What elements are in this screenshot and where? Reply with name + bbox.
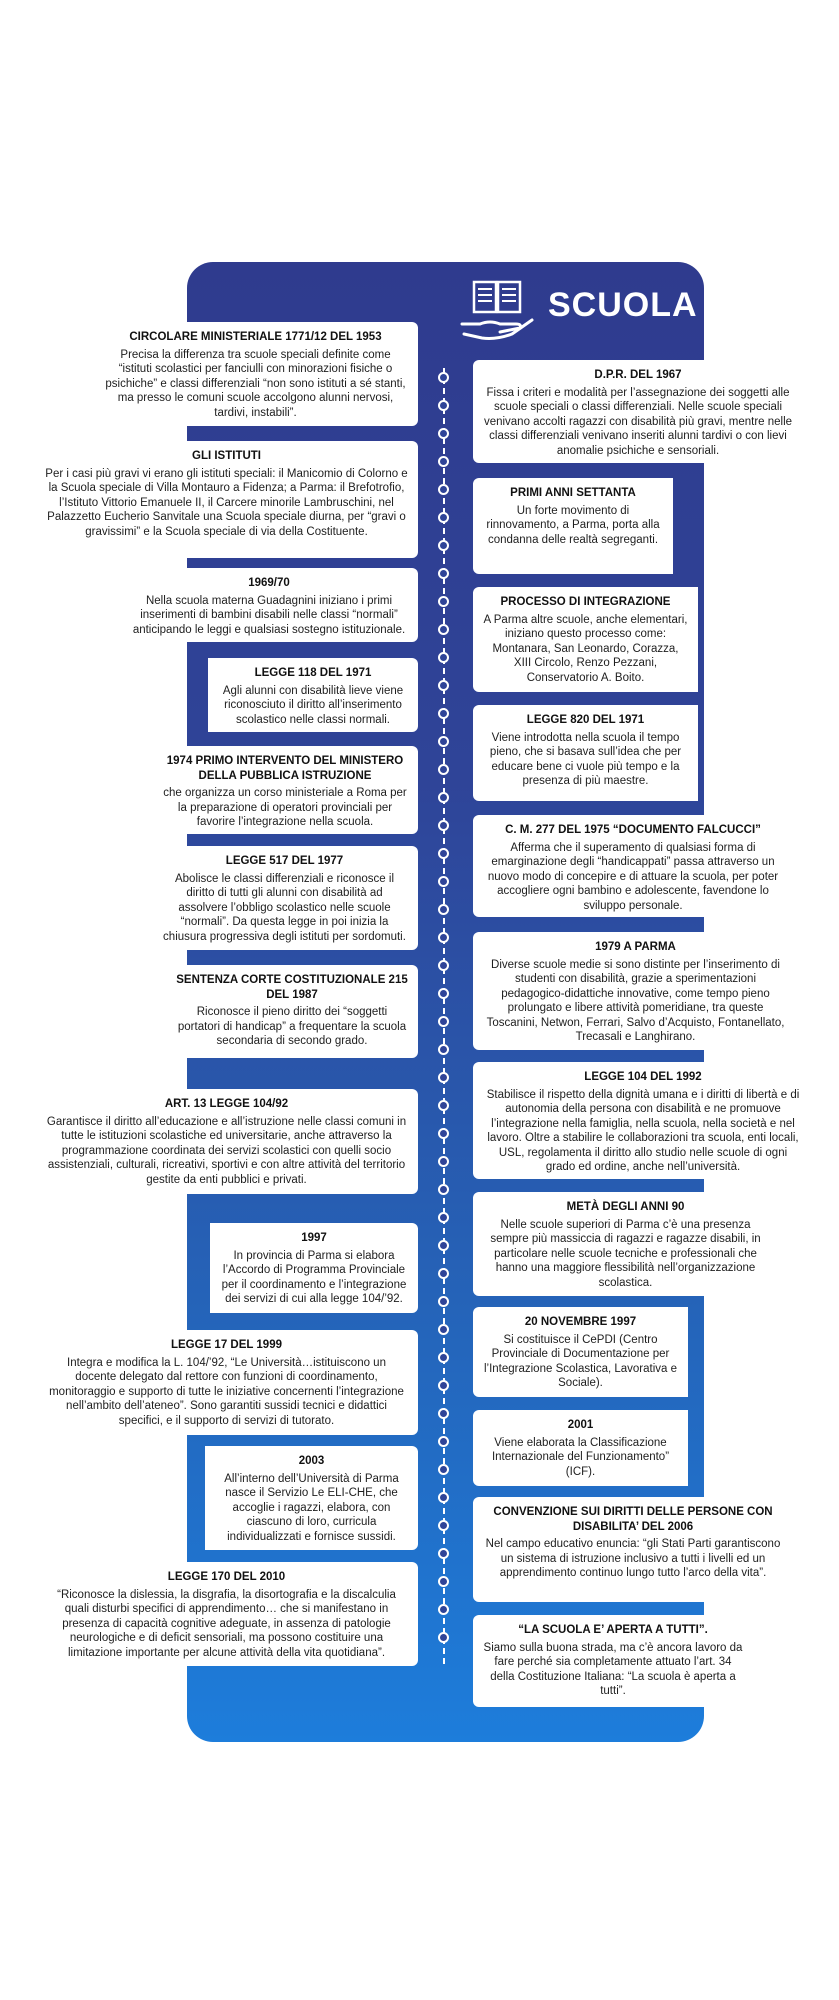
event-title: 1974 PRIMO INTERVENTO DEL MINISTERO DELLA PUBBLICA ISTRUZIONE: [166, 755, 404, 782]
event-text: Nel campo educativo enuncia: “gli Stati Parti garantiscono un sistema di istruzione inclusivo a tutti i livelli ed un apprendimento continuo lungo tutto l’arco della vita”.: [485, 1538, 781, 1579]
event-title: ART. 13 LEGGE 104/92: [164, 1098, 289, 1110]
event-text: Stabilisce il rispetto della dignità umana e i diritti di libertà e di autonomia della persona con disabilità e ne promuove l’integrazione nella famiglia, nella scuola, nella società e nel lavoro. Oltre a stabilire le collaborazioni tra scuola, enti locali, USL, regolamenta il diritto allo studio nelle scuole di ogni grado ed ordine, anche nell’università.: [486, 1088, 800, 1173]
timeline-dot: [438, 1128, 449, 1139]
event-card-2003: [205, 1446, 418, 1550]
event-title: LEGGE 820 DEL 1971: [526, 714, 645, 726]
event-card-820: [473, 705, 698, 801]
event-card-aperta-a-tutti: [473, 1615, 753, 1707]
timeline-dot: [438, 568, 449, 579]
event-title: CONVENZIONE SUI DIRITTI DELLE PERSONE CON DISABILITA’ DEL 2006: [493, 1506, 773, 1533]
timeline-dot: [438, 624, 449, 635]
event-card-anni-90: [473, 1192, 778, 1296]
timeline-dot: [438, 1324, 449, 1335]
timeline-dot: [438, 1408, 449, 1419]
event-title: D.P.R. DEL 1967: [594, 369, 682, 381]
timeline-dot: [438, 428, 449, 439]
timeline-dot: [438, 764, 449, 775]
timeline-dot: [438, 1352, 449, 1363]
timeline-dot: [438, 1156, 449, 1167]
event-text: All’interno dell’Università di Parma nasce il Servizio Le ELI-CHE, che accoglie i ragazzi, elabora, con ciascuno di loro, curricula individualizzati e fornisce sussidi.: [224, 1472, 399, 1543]
event-text: Integra e modifica la L. 104/’92, “Le Università…istituiscono un docente delegato dal rettore con funzioni di coordinamento, monitoraggio e supporto di tutte le iniziative concernenti l’integrazione nell’ambito dell’ateneo”. Sono garantiti sussidi tecnici e didattici specifici, e il supporto di servizi di tutorato.: [49, 1356, 404, 1427]
event-card-falcucci: [473, 815, 793, 917]
event-card-1974: [152, 746, 418, 834]
timeline-dot: [438, 540, 449, 551]
timeline-dot: [438, 1044, 449, 1055]
event-title: LEGGE 170 DEL 2010: [167, 1571, 286, 1583]
timeline-dot: [438, 1380, 449, 1391]
event-text: Diverse scuole medie si sono distinte per l’inserimento di studenti con disabilità, grazie a sperimentazioni pedagogico-didattiche innovative, come tempo pieno prolungato e libere attività pomeridiane, tra queste Toscanini, Netwon, Ferrari, Salvo d’Acquisto, Fontanellato, Trecasali e Langhirano.: [486, 958, 785, 1043]
page-title: SCUOLA: [548, 286, 698, 324]
timeline-dot: [438, 1632, 449, 1643]
timeline-dot: [438, 1240, 449, 1251]
event-text: Nella scuola materna Guadagnini iniziano i primi inserimenti di bambini disabili nelle classi “normali” anticipando le leggi e qualsiasi sostegno istituzionale.: [132, 594, 406, 636]
event-text: Nelle scuole superiori di Parma c’è una presenza sempre più massiccia di ragazzi e ragazze disabili, in particolare nelle scuole tecniche e professionali che hanno una maggiore flessibilità nell’organizzazione scolastica.: [490, 1218, 761, 1289]
event-card-anni-settanta: [473, 478, 673, 574]
event-title: PROCESSO DI INTEGRAZIONE: [500, 596, 671, 608]
event-title: LEGGE 104 DEL 1992: [584, 1071, 702, 1083]
timeline-dot: [438, 960, 449, 971]
event-card-2010: [35, 1562, 418, 1666]
timeline-dot: [438, 1184, 449, 1195]
book-hand-icon: [460, 280, 535, 342]
event-card-1953: [93, 322, 418, 426]
timeline-dot: [438, 932, 449, 943]
event-title: 2003: [298, 1455, 325, 1467]
event-card-1979: [473, 932, 798, 1050]
timeline-dot: [438, 372, 449, 383]
event-text: Un forte movimento di rinnovamento, a Parma, porta alla condanna delle realtà segreganti.: [486, 504, 660, 546]
event-title: 1969/70: [248, 577, 290, 589]
timeline-dot: [438, 1016, 449, 1027]
timeline-dot: [438, 904, 449, 915]
event-card-1977: [151, 846, 418, 950]
event-card-1971: [208, 658, 418, 732]
event-card-1969: [120, 568, 418, 642]
event-card-1967: [473, 360, 803, 463]
timeline-dot: [438, 876, 449, 887]
timeline-dot: [438, 456, 449, 467]
event-text: A Parma altre scuole, anche elementari, iniziano questo processo come: Montanara, San Leonardo, Corazza, XIII Circolo, Renzo Pezzani, Conservatorio A. Boito.: [483, 613, 688, 684]
timeline-dot: [438, 848, 449, 859]
event-title: LEGGE 517 DEL 1977: [225, 855, 344, 867]
timeline-dot: [438, 512, 449, 523]
event-card-104-92: [35, 1089, 418, 1194]
event-card-1987: [166, 965, 418, 1058]
event-text: In provincia di Parma si elabora l’Accordo di Programma Provinciale per il coordinamento e l’integrazione dei servizi di cui alla legge 104/’92.: [221, 1249, 407, 1305]
timeline-dot: [438, 1296, 449, 1307]
event-title: CIRCOLARE MINISTERIALE 1771/12 DEL 1953: [129, 331, 382, 343]
event-text: Viene introdotta nella scuola il tempo pieno, che si basava sull’idea che per educare bene ci vuole più tempo e la presenza di più maestre.: [489, 731, 682, 787]
timeline-dot: [438, 708, 449, 719]
event-text: che organizza un corso ministeriale a Roma per la preparazione di operatori provinciali per favorire l’integrazione nella scuola.: [163, 787, 407, 828]
event-card-istituti: [35, 441, 418, 558]
event-title: METÀ DEGLI ANNI 90: [566, 1201, 685, 1213]
event-title: SENTENZA CORTE COSTITUZIONALE 215 DEL 1987: [176, 974, 408, 1001]
timeline-dot: [438, 400, 449, 411]
timeline-dot: [438, 680, 449, 691]
event-text: Fissa i criteri e modalità per l’assegnazione dei soggetti alle scuole speciali o classi differenziali. Nelle scuole speciali venivano accolti ragazzi con disabilità più gravi, mentre nelle classi differenziali venivano inseriti alunni tardivi o con lievi anomalie psichiche e sensoriali.: [483, 386, 793, 457]
timeline-dot: [438, 596, 449, 607]
timeline-dot: [438, 484, 449, 495]
event-text: Precisa la differenza tra scuole speciali definite come “istituti scolastici per fanciulli con minorazioni fisiche o psichiche” e classi differenziali “non sono istituti a sé stanti, ma presso le comuni scuole accolgono alunni nervosi, tardivi, instabili”.: [105, 348, 406, 419]
event-title: 20 NOVEMBRE 1997: [524, 1316, 637, 1328]
timeline-dot: [438, 988, 449, 999]
event-text: “Riconosce la dislessia, la disgrafia, la disortografia e la discalculia quali disturbi specifici di apprendimento… che si manifestano in presenza di capacità cognitive adeguate, in assenza di patologie neurologiche e di deficit sensoriali, ma possono costituire una limitazione importante per alcune attività della vita quotidiana”.: [57, 1588, 396, 1659]
event-text: Garantisce il diritto all’educazione e all’istruzione nelle classi comuni in tutte le istituzioni scolastiche ed universitarie, anche attraverso la programmazione coordinata dei servizi scolastici con quelli socio assistenziali, culturali, ricreativi, sportivi e con altre attività del territorio gestite da enti pubblici e privati.: [46, 1115, 407, 1186]
timeline-dot: [438, 1548, 449, 1559]
timeline-dot: [438, 652, 449, 663]
event-text: Agli alunni con disabilità lieve viene riconosciuto il diritto all’inserimento scolastico nelle classi normali.: [222, 684, 404, 726]
timeline-dot: [438, 1520, 449, 1531]
event-text: Siamo sulla buona strada, ma c’è ancora lavoro da fare perché sia completamente attuato l’art. 34 della Costituzione Italiana: “La scuola è aperta a tutti”.: [483, 1641, 743, 1697]
timeline-dot: [438, 1212, 449, 1223]
event-text: Si costituisce il CePDI (Centro Provinciale di Documentazione per l’Integrazione Scolastica, Lavorativa e Sociale).: [483, 1333, 678, 1389]
timeline-dot: [438, 736, 449, 747]
event-text: Viene elaborata la Classificazione Internazionale del Funzionamento” (ICF).: [491, 1436, 670, 1478]
event-text: Abolisce le classi differenziali e riconosce il diritto di tutti gli alunni con disabilità ad assolvere l’obbligo scolastico nelle scuole “normali”. Da questa legge in poi inizia la chiusura progressiva degli istituti per sordomuti.: [163, 872, 406, 943]
event-title: “LA SCUOLA E’ APERTA A TUTTI”.: [518, 1624, 708, 1636]
event-text: Riconosce il pieno diritto dei “soggetti portatori di handicap” a frequentare la scuola secondaria di secondo grado.: [177, 1006, 407, 1047]
timeline-dot: [438, 820, 449, 831]
event-card-1997: [210, 1223, 418, 1313]
event-card-1999: [35, 1330, 418, 1435]
timeline-dot: [438, 1464, 449, 1475]
timeline-dot: [438, 1436, 449, 1447]
event-card-convenzione: [473, 1497, 793, 1602]
event-title: LEGGE 17 DEL 1999: [170, 1339, 282, 1351]
event-title: 2001: [567, 1419, 594, 1431]
timeline-dot: [438, 1576, 449, 1587]
event-title: GLI ISTITUTI: [192, 450, 261, 462]
timeline-dot: [438, 1100, 449, 1111]
event-text: Afferma che il superamento di qualsiasi forma di emarginazione degli “handicappati” passa attraverso un nuovo modo di concepire e di attuare la scuola, per poter accogliere ogni bambino e adolescente, favendone lo sviluppo personale.: [487, 841, 779, 912]
event-card-104-1992: [473, 1062, 813, 1179]
timeline-dot: [438, 1492, 449, 1503]
event-title: LEGGE 118 DEL 1971: [254, 667, 372, 679]
timeline-dot: [438, 792, 449, 803]
event-title: C. M. 277 DEL 1975 “DOCUMENTO FALCUCCI”: [505, 824, 761, 836]
timeline-dot: [438, 1268, 449, 1279]
event-title: 1979 A PARMA: [595, 941, 676, 953]
event-card-icf: [473, 1410, 688, 1486]
event-card-integrazione: [473, 587, 698, 692]
event-text: Per i casi più gravi vi erano gli istituti speciali: il Manicomio di Colorno e la Scuola speciale di Villa Montauro a Fidenza; a Parma: il Brefotrofio, l’Istituto Vittorio Emanuele II, il Carcere minorile Lambruschini, nel Palazzetto Eucherio Sanvitale una Scuola speciale diurna, per “gravi o gravissimi” e la Scuola speciale di via della Costituente.: [45, 467, 408, 538]
event-title: PRIMI ANNI SETTANTA: [510, 487, 636, 499]
timeline-dot: [438, 1072, 449, 1083]
timeline-dot: [438, 1604, 449, 1615]
event-card-cepdi: [473, 1307, 688, 1397]
event-title: 1997: [301, 1232, 327, 1244]
